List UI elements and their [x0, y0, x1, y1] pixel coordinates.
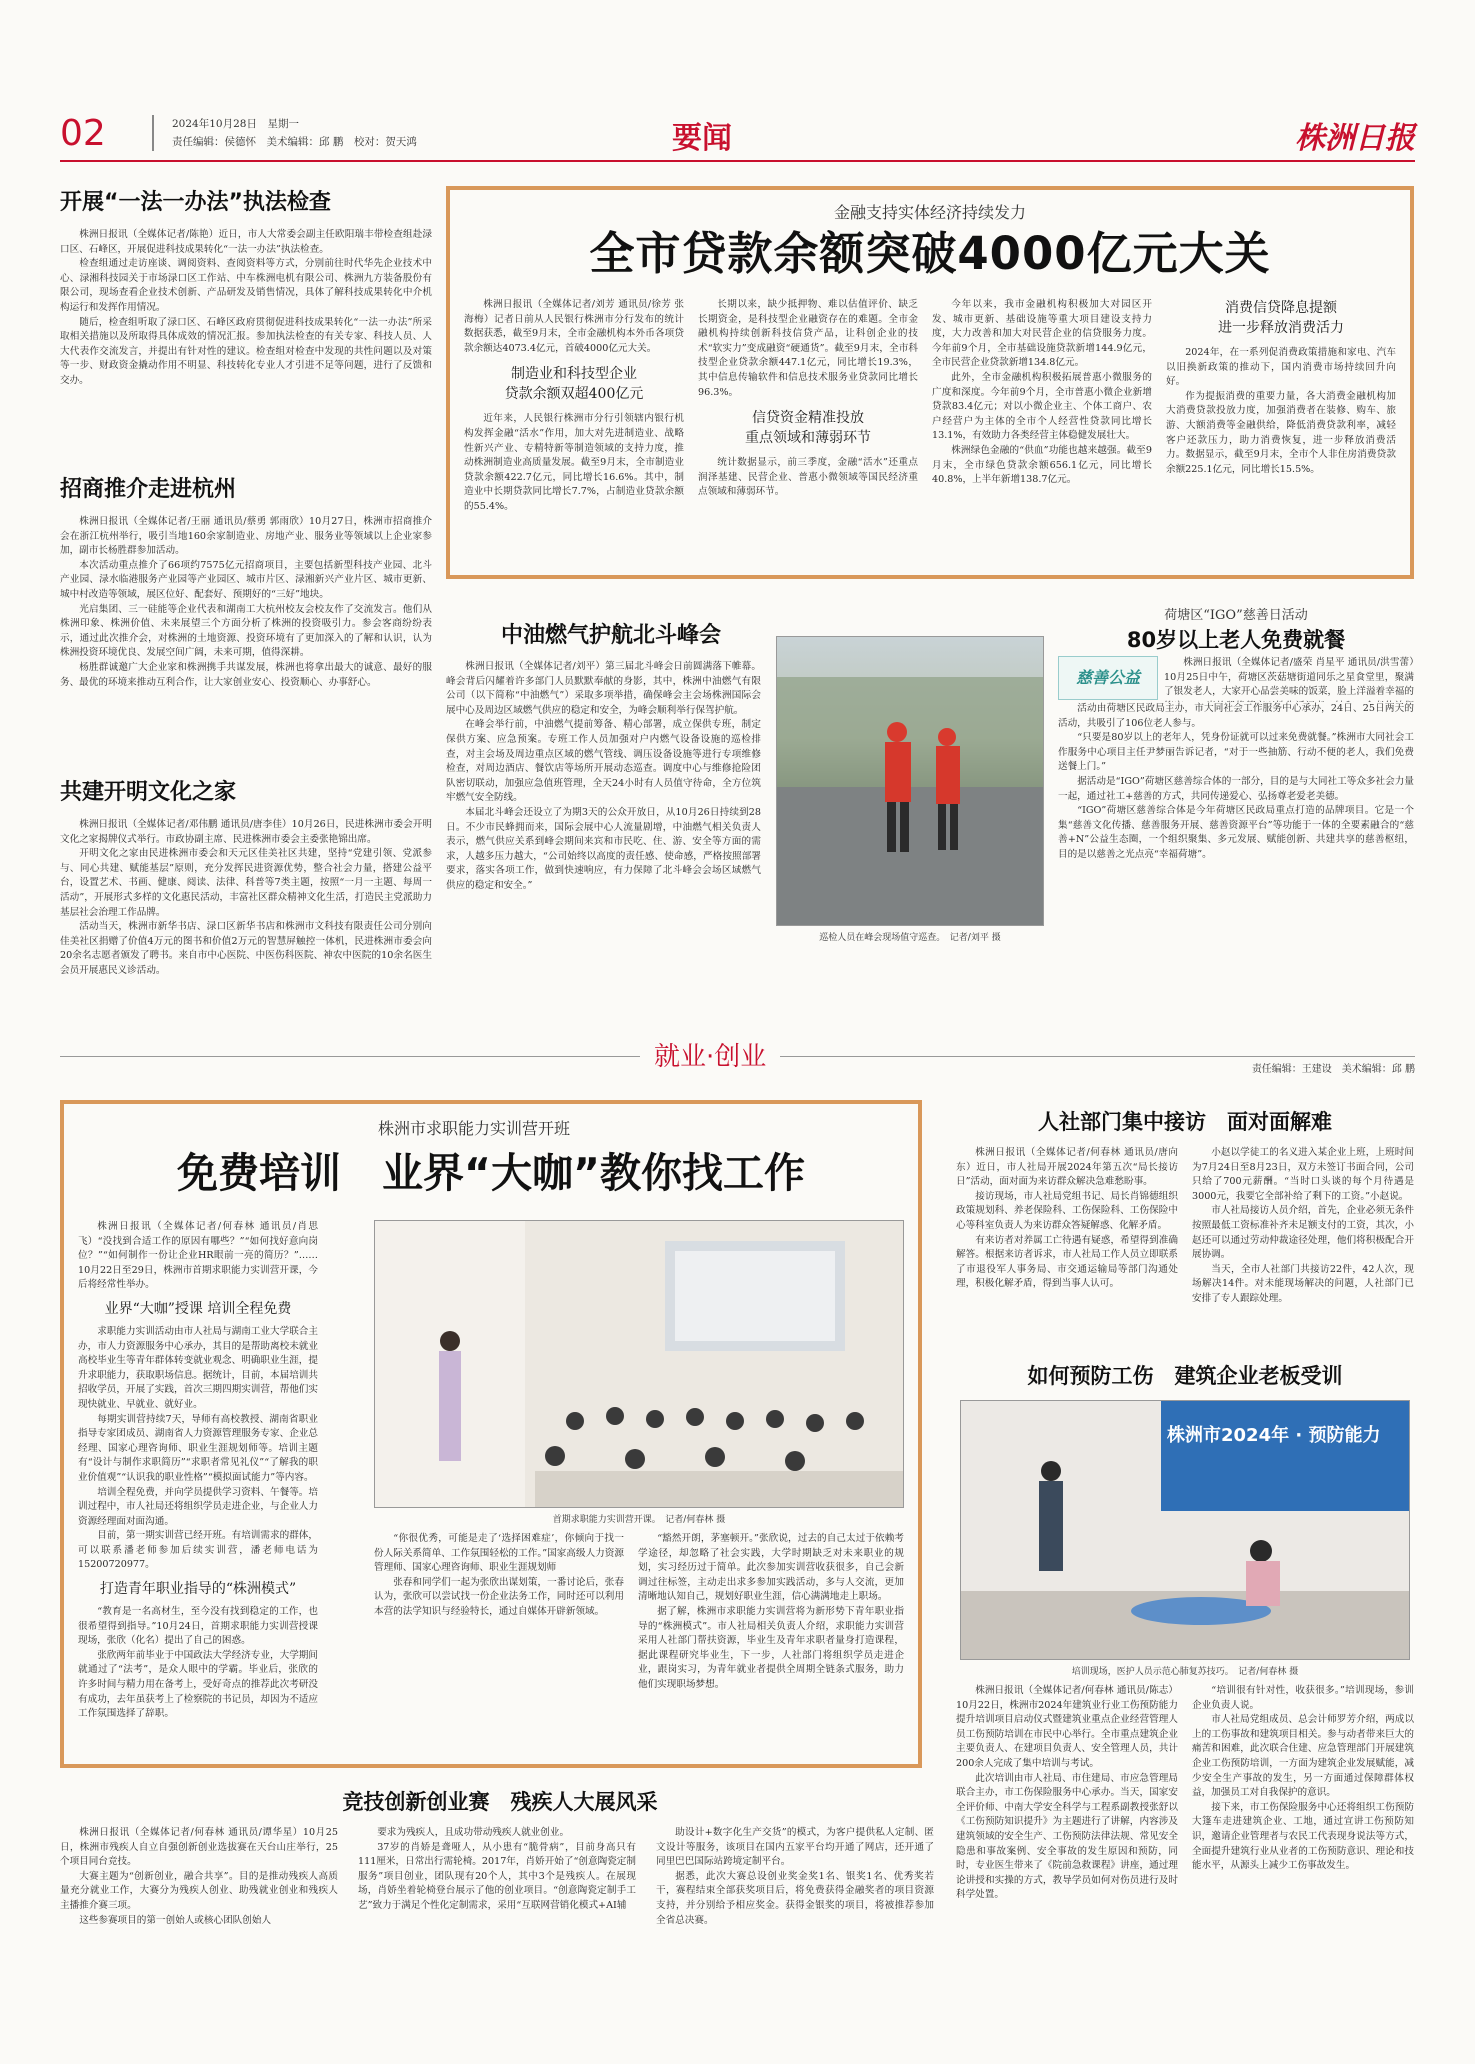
paragraph: 株洲日报讯（全媒体记者/陈艳）近日，市人大常委会副主任欧阳瑞丰带检查组赴渌口区、石峰区，开展促进科技成果转化“一法一办法”执法检查。 [60, 229, 432, 255]
headline: 如何预防工伤 建筑企业老板受训 [1027, 1364, 1343, 1388]
paragraph: 小赵以学徒工的名义进入某企业上班，上班时间为7月24日至8月23日，双方未签订书面合同，公司只给了700元薪酬。“当时口头谈的每个月待遇是3000元，我要它全部补给了剩下的工资。”小赵说。 [1192, 1147, 1414, 1202]
article-culture-home [60, 778, 432, 1076]
paragraph: 作为提振消费的重要力量，各大消费金融机构加大消费贷款投放力度，加强消费者在装修、购车、旅游、大额消费等金融供给，降低消费贷款利率，减轻客户还款压力，助力消费恢复，进一步释放消费活力。数据显示，截至9月末，全市个人非住房消费贷款余额225.1亿元，同比增长15.5%。 [1166, 390, 1396, 475]
paragraph: 接访现场，市人社局党组书记、局长肖锦德组织政策规划科、养老保险科、工伤保险科、工伤保险中心等科室负责人为来访群众答疑解惑、化解矛盾。 [956, 1190, 1178, 1231]
subheading: 业界“大咖”授课 培训全程免费 [104, 1300, 292, 1317]
paragraph: 株洲日报讯（全媒体记者/邓伟鹏 通讯员/唐李佳）10月26日，民进株洲市委会开明文化之家揭牌仪式举行。市政协副主席、民进株洲市委会主委张艳锦出席。 [60, 819, 432, 845]
photo-caption: 培训现场，医护人员示范心肺复苏技巧。 记者/何春林 摄 [1071, 1667, 1299, 1677]
paragraph: 株洲日报讯（全媒体记者/何春林 通讯员/肖思飞）“没找到合适工作的原因有哪些？”“如何找好意向岗位？”“如何制作一份让企业HR眼前一亮的简历？”……10月22日至29日，株洲市首期求职能力实训营开课，今后将经常性举办。 [78, 1221, 318, 1291]
paragraph: 随后，检查组听取了渌口区、石峰区政府贯彻促进科技成果转化“一法一办法”所采取相关措施以及所取得具体成效的情况汇报。参加执法检查的有关专家、科技人员、人大代表作交流发言，并提出有针对性的建议。检查组对检查中发现的共性问题以及对策等一步、财政资金撬动作用不明显、科技转化专业人才引进不足等问题，进行了反馈和交办。 [60, 316, 432, 386]
paragraph: 杨胜群诚邀广大企业家和株洲携手共谋发展，株洲也将拿出最大的诚意、最好的服务、最优的环境来推动互利合作，让大家创业安心、投资顺心、办事舒心。 [60, 661, 432, 688]
subheading: 打造青年职业指导的“株洲模式” [99, 1581, 297, 1598]
lead-headline: 全市贷款余额突破4000亿元大关 [589, 227, 1271, 280]
paragraph: 光启集团、三一硅能等企业代表和湖南工大杭州校友会校友作了交流发言。他们从株洲印象、株洲价值、未来展望三个方面分析了株洲的投资吸引力。参会客商纷纷表示，通过此次推介会，对株洲的土地资源、投资环境有了更加深入的了解和认识，认为株洲投资环境优良、发展空间广阔，未来可期，值得深耕。 [60, 603, 432, 659]
section-title: 就业·创业 [640, 1036, 780, 1073]
editors-line: 责任编辑：王建设 美术编辑：邱 鹏 [1246, 1060, 1415, 1075]
article-investment-hangzhou [60, 475, 432, 805]
paragraph: 开明文化之家由民进株洲市委会和天元区佳美社区共建，坚持“党建引领、党派参与、同心共建、赋能基层”原则，充分发挥民进资源优势，整合社会力量，搭建公益平台，设置艺术、书画、健康、阅读、法律、科普等7类主题，按照“一月一主题、每周一活动”，开展形式多样的文化惠民活动，丰富社区群众精神文化生活，打造民主党派助力基层社会治理工作品牌。 [60, 848, 432, 918]
masthead-logo: 株洲日报 [1295, 121, 1415, 156]
photo-caption: 首期求职能力实训营开课。 记者/何春林 摄 [552, 1515, 726, 1525]
paragraph: “教育是一名高材生，至今没有找到稳定的工作，也很希望得到指导。”10月24日，首期求职能力实训营授课现场，张欣（化名）提出了自己的困惑。 [78, 1606, 318, 1647]
photo-training-class [374, 1220, 904, 1508]
paragraph: 求职能力实训活动由市人社局与湖南工业大学联合主办，市人力资源服务中心承办，其目的是帮助离校未就业高校毕业生等青年群体转变就业观念、明确职业生涯，提升求职能力，获取职场信息。据统计，目前，本届培训共招收学员，开展了实践，首次三期四期实训营，帮他们实现快就业、早就业、就好业。 [78, 1325, 318, 1410]
page-number: 02 [60, 113, 106, 154]
charity-logo: 慈善公益 [1058, 656, 1158, 700]
training-story-box [60, 1100, 922, 1768]
article-disabled-competition [60, 1786, 940, 2056]
paragraph: 当天，全市人社部门共接访22件，42人次，现场解决14件。对未能现场解决的问题，人社部门已安排了专人跟踪处理。 [1192, 1263, 1414, 1304]
section-divider [60, 1036, 1415, 1076]
kicker: 株洲市求职能力实训营开班 [377, 1119, 570, 1138]
paragraph: 2024年，在一系列促消费政策措施和家电、汽车以旧换新政策的推动下，国内消费市场持续回升向好。 [1166, 347, 1396, 388]
paragraph: 株洲日报讯（全媒体记者/盛荣 肖星平 通讯员/洪雪蕾）10月25日中午，荷塘区茨菇塘街道同乐之星食堂里，聚满了银发老人，大家开心品尝美味的饭菜，脸上洋溢着幸福的 [1164, 657, 1414, 698]
section-title: 要闻 [672, 121, 732, 156]
lead-kicker: 金融支持实体经济持续发力 [833, 203, 1026, 222]
paragraph: 检查组通过走访座谈、调阅资料、查阅资料等方式，分别前往时代华先企业技术中心、渌湘科技园关于市场渌口区工作站、中车株洲电机有限公司、株洲九方装备股份有限公司，现场查看企业技术创新、产品研发及销售情况，具体了解科技成果转化中介机构运行和发挥作用情况。 [60, 258, 432, 313]
article-gas-summit [446, 596, 1044, 946]
paragraph: 37岁的肖娇是聋哑人，从小患有“脆骨病”，目前身高只有111厘米，日常出行需轮椅。2017年，肖娇开始了“创意陶瓷定制服务”项目创业，团队现有20个人，其中3个是残疾人。在展现场，肖娇坐着轮椅登台展示了他的创业项目。“创意陶瓷定制手工艺”致力于满足个性化定制需求，采用“互联网营销化模式+AI辅 [358, 1841, 636, 1911]
paragraph: 张春和同学们一起为张欣出谋划策，一番讨论后，张春认为，张欣可以尝试找一份企业法务工作，同时还可以利用本营的法学知识与经验特长，通过自媒体开辟新领域。 [374, 1576, 624, 1617]
article-law-check [60, 188, 432, 450]
headline: 开展“一法一办法”执法检查 [60, 190, 331, 215]
paragraph: 株洲日报讯（全媒体记者/何春林 通讯员/陈志）10月22日，株洲市2024年建筑业行业工伤预防能力提升培训项目启动仪式暨建筑业重点企业经营管理人员工伤预防培训在市民中心举行。全市重点建筑企业主要负责人、在建项目负责人、安全管理人员，共计200余人完成了集中培训与考试。 [956, 1685, 1178, 1769]
headline: 招商推介走进杭州 [60, 477, 237, 502]
paragraph: 有来访者对养属工亡待遇有疑惑，希望得到准确解答。根据来访者诉求，市人社局工作人员立即联系了市退役军人事务局、市交通运输局等部门沟通处理，积极化解矛盾，得到当事人认可。 [956, 1234, 1178, 1290]
headline: 免费培训 业界“大咖”教你找工作 [177, 1149, 805, 1197]
paragraph: 每期实训营持续7天，导师有高校教授、湖南省职业指导专家团成员、湖南省人力资源管理服务专家、企业总经理、国家心理咨询师、职业生涯规划师等。培训主题有“设计与制作求职简历”“求职者常见礼仪”“了解我的职业价值观”“认识我的职业性格”“模拟面试能力”等内容。 [78, 1413, 318, 1483]
paragraph: 株洲日报讯（全媒体记者/刘平）第三届北斗峰会日前圆满落下帷幕。峰会背后闪耀着许多部门人员默默奉献的身影，其中，株洲中油燃气有限公司（以下简称“中油燃气”）采取多项举措，确保峰会主会场株洲国际会展中心及周边区域燃气供应的稳定和安全，为峰会顺利举行保驾护航。 [446, 661, 761, 716]
headline: 中油燃气护航北斗峰会 [500, 623, 721, 648]
paragraph: 据活动是“IGO”荷塘区慈善综合体的一部分，目的是与大同社工等众多社会力量一起，通过社工+慈善的方式，共同传递爱心、弘扬尊老爱老美德。 [1058, 775, 1414, 802]
subheading: 信贷资金精准投放 重点领域和薄弱环节 [745, 410, 871, 447]
paragraph: 据悉，此次大赛总设创业奖金奖1名、银奖1名、优秀奖若干，赛程结束全部获奖项目后，将免费获得金融奖者的项目资源支持，并分别给予相应奖金。获得金银奖的项目，将被推荐参加全省总决赛。 [656, 1870, 934, 1926]
paragraph: 此次培训由市人社局、市住建局、市应急管理局联合主办，市工伤保险服务中心承办。当天，国家安全评价师、中南大学安全科学与工程系副教授张舒以《工伤预防知识提升》为主题进行了讲解，内容涉及建筑领域的安全生产、工伤预防法律法规、常见安全隐患和事故案例、安全事故的发生原因和预防，同时，专业医生带来了《院前急救课程》讲座，通过理论讲授和实操的方式，教导学员如何对伤员进行及时科学处置。 [956, 1772, 1178, 1901]
paragraph: “培训很有针对性，收获很多。”培训现场，参训企业负责人说。 [1192, 1685, 1414, 1711]
paragraph: 今年以来，我市金融机构积极加大对园区开发、城市更新、基础设施等重大项目建设支持力度，大力改善和加大对民营企业的信贷服务力度。今年前9个月，全市基础设施贷款新增144.9亿元，全市民营企业贷款新增134.8亿元。 [932, 299, 1152, 369]
paragraph: 大赛主题为“创新创业，融合共享”。目的是推动残疾人高质量充分就业工作，大赛分为残疾人创业、助残就业创业和残疾人主播推介赛三项。 [60, 1870, 338, 1911]
photo-caption: 巡检人员在峰会现场值守巡查。 记者/刘平 摄 [819, 933, 1001, 943]
paragraph: 据了解，株洲市求职能力实训营将为新形势下青年职业指导的“株洲模式”。市人社局相关负责人介绍，求职能力实训营采用人社部门帮扶资源，毕业生及青年求职者量身打造课程，据此课程研究毕业生，下一步，人社部门将组织学员走进企业，跟岗实习，为青年就业者提供全周期全链条式服务，助力他们实现职场梦想。 [638, 1605, 904, 1690]
paragraph: 市人社局接访人员介绍，首先，企业必须无条件按照最低工资标准补齐未足额支付的工资，其次，小赵还可以通过劳动仲裁途径处理，他们将积极配合开展协调。 [1192, 1205, 1414, 1261]
photo-gas-workers [776, 636, 1044, 926]
paragraph: 市人社局党组成员、总会计师罗芳介绍，两成以上的工伤事故和建筑项目相关。参与动者带来巨大的痛苦和困难，此次联合住建、应急管理部门开展建筑企业工伤预防培训，一方面为建筑企业发展赋能，减少安全生产事故的发生，另一方面通过保障群体权益，加强员工对自我保护的意识。 [1192, 1714, 1414, 1799]
paragraph: 近年来，人民银行株洲市分行引领辖内银行机构发挥金融“活水”作用，加大对先进制造业、战略性新兴产业、专精特新等制造领域的支持力度，推动株洲制造业高质量发展。截至9月末，全市制造业贷款余额422.7亿元，同比增长16.6%。其中，制造业中长期贷款同比增长7.7%，占制造业贷款余额的55.4%。 [464, 413, 684, 512]
article-hr-reception [956, 1100, 1414, 1352]
subheading: 消费信贷降息提额 进一步释放消费活力 [1218, 300, 1344, 336]
paragraph: “你很优秀，可能是走了‘选择困难症’，你倾向于找一份人际关系简单、工作氛围轻松的工作。”国家高级人力资源管理师、国家心理咨询师、职业生涯规划师 [374, 1533, 624, 1574]
paragraph: “IGO”荷塘区慈善综合体是今年荷塘区民政局重点打造的品牌项目。它是一个集“慈善文化传播、慈善服务开展、慈善资源平台”等功能于一体的全要素融合的“慈善+N”公益生态圈，一个组织聚集、多元发展、赋能创新、共建共享的慈善枢纽，目的是以慈善之光点亮“幸福荷塘”。 [1058, 805, 1414, 860]
paragraph: 此外，全市金融机构积极拓展普惠小微服务的广度和深度。今年前9个月，全市普惠小微企业新增贷款83.4亿元；对以小微企业主、个体工商户、农户经营户为主体的全市个人经营性贷款同比增长13.1%，有效助力各类经营主体稳健发展壮大。 [932, 371, 1152, 442]
paragraph: 要求为残疾人，且成功带动残疾人就业创业。 [377, 1827, 570, 1838]
paragraph: 株洲日报讯（全媒体记者/何春林 通讯员/唐向东）近日，市人社局开展2024年第五次“局长接访日”活动，面对面为来访群众解决急难愁盼事。 [956, 1147, 1178, 1188]
editors-line: 责任编辑：侯德怀 美术编辑：邱 鹏 校对：贺天鸿 [172, 136, 417, 148]
headline: 80岁以上老人免费就餐 [1126, 628, 1346, 652]
page-header [60, 113, 1415, 155]
paragraph: 在峰会举行前，中油燃气提前筹备、精心部署，成立保供专班，制定保供方案、应急预案。专班工作人员加强对户内燃气设备设施的巡检排查，对主会场及周边重点区域的燃气管线、调压设备设施等进行专项维修检查，对周边酒店、餐饮店等场所开展动态巡查。调度中心与维修抢险团队密切联动，加强应急值班管理，全天24小时有人员值守待命，全方位筑牢燃气安全防线。 [446, 719, 761, 804]
kicker: 荷塘区“IGO”慈善日活动 [1164, 608, 1308, 623]
subheading: 制造业和科技型企业 贷款余额双超400亿元 [504, 366, 644, 403]
photo-banner-text: 株洲市2024年 · 预防能力 [1167, 1425, 1381, 1446]
header-rule [60, 160, 1415, 162]
article-injury-prevention [956, 1360, 1414, 2060]
headline: 共建开明文化之家 [60, 780, 237, 805]
paragraph: 目前，第一期实训营已经开班。有培训需求的群体，可以联系潘老师参加后续实训营，潘老师电话为15200720977。 [78, 1530, 318, 1571]
paragraph: 本次活动重点推介了66项约7575亿元招商项目，主要包括新型科技产业园、北斗产业园、渌水临港服务产业园等产业园区、城市片区、渌湘新兴产业片区、城市更新、城中村改造等领域，展区位好、配套好、预期好的“三好”地块。 [60, 559, 432, 600]
paragraph: 统计数据显示，前三季度，金融“活水”还重点润泽基建、民营企业、普惠小微领域等国民经济重点领域和薄弱环节。 [698, 457, 918, 498]
issue-date: 2024年10月28日 星期一 [172, 118, 299, 130]
paragraph: 助设计+数字化生产交货”的模式，为客户提供私人定制、匿文设计等服务，该项目在国内五家平台均开通了网店，还开通了同里巴巴国际站跨境定制平台。 [656, 1827, 934, 1868]
headline: 竞技创新创业赛 残疾人大展风采 [342, 1790, 658, 1814]
paragraph: 接下来，市工伤保险服务中心还将组织工伤预防大篷车走进建筑企业、工地，通过宣讲工伤预防知识，邀请企业管理者与农民工代表现身说法等方式，全面提升建筑行业从业者的工伤预防意识、理论和技能水平，从源头上减少工伤事故发生。 [1192, 1801, 1414, 1872]
paragraph: 长期以来，缺少抵押物、难以估值评价、缺乏长期资金，是科技型企业融资存在的难题。全市金融机构持续创新科技信贷产品，让科创企业的技术“软实力”变成融资“硬通货”。截至9月末，全市科技型企业贷款余额447.1亿元，同比增长19.3%，其中信息传输软件和信息技术服务业贷款同比增长96.3%。 [698, 299, 918, 398]
paragraph: 株洲日报讯（全媒体记者/王丽 通讯员/蔡勇 郭雨欣）10月27日，株洲市招商推介会在浙江杭州举行，吸引当地160余家制造业、房地产业、服务业等领域以上企业家参加，副市长杨胜群参加活动。 [60, 516, 432, 557]
paragraph: 这些参赛项目的第一创始人或核心团队创始人 [79, 1914, 272, 1926]
headline: 人社部门集中接访 面对面解难 [1038, 1110, 1332, 1134]
paragraph: 株洲日报讯（全媒体记者/刘芳 通讯员/徐芳 张海梅）记者日前从人民银行株洲市分行发布的统计数据获悉，截至9月末，全市金融机构本外币各项贷款余额达4073.4亿元，首破4000亿元大关。 [464, 299, 684, 354]
paragraph: 活动由荷塘区民政局主办，市大同社会工作服务中心承办，24日、25日两天的活动，共吸引了106位老人参与。 [1058, 703, 1414, 729]
paragraph: “豁然开朗，茅塞顿开。”张欣说，过去的自己太过于依赖考学途径，却忽略了社会实践，大学时期缺乏对未来职业的规划，实习经历过于简单。此次参加实训营收获很多，自己会新调过往标签，主动走出求多参加实践活动，多与人交流，更加清晰地认知自己，规划好职业生涯，信心满满地走上职场。 [638, 1533, 904, 1603]
paragraph: “只要是80岁以上的老年人，凭身份证就可以过来免费就餐。”株洲市大同社会工作服务中心项目主任尹梦丽告诉记者，“对于一些抽筋、行动不便的老人，我们免费送餐上门。” [1058, 732, 1414, 773]
lead-story-box [446, 186, 1414, 579]
photo-cpr-training [960, 1400, 1410, 1660]
paragraph: 株洲绿色金融的“供血”功能也越来越强。截至9月末，全市绿色贷款余额656.1亿元，同比增长40.8%，上半年新增138.7亿元。 [932, 444, 1152, 486]
article-igo-charity [1058, 604, 1414, 944]
paragraph: 张欣两年前毕业于中国政法大学经济专业，大学期间就通过了“法考”，是众人眼中的学霸。毕业后，张欣的许多时间与精力用在备考上，受好奇点的推荐此次考研没有成功，去年虽获考上了检察院的书记员，却因为不适应工作氛围选择了辞职。 [78, 1649, 318, 1720]
paragraph: 本届北斗峰会还设立了为期3天的公众开放日，从10月26日持续到28日。不少市民蜂拥而来，国际会展中心人流量剧增，中油燃气相关负责人表示，燃气供应关系到峰会期间来宾和市民吃、住、游、安全等方面的需求，人越多压力越大，“公司始终以高度的责任感、使命感，严格按照部署要求，落实各项工作，做到快速响应，有力保障了北斗峰会会场区域燃气供应的稳定和安全。” [446, 806, 761, 891]
paragraph: 活动当天，株洲市新华书店、渌口区新华书店和株洲市文科技有限责任公司分别向佳美社区捐赠了价值4万元的图书和价值2万元的智慧屏触控一体机，民进株洲市委会向20余名志愿者颁发了聘书。来自市中心医院、中医伤科医院、神农中医院的10余名医生会员开展惠民义诊活动。 [60, 921, 432, 976]
paragraph: 培训全程免费，并向学员提供学习资料、午餐等。培训过程中，市人社局还将组织学员走进企业，与企业人力资源经理面对面沟通。 [78, 1486, 318, 1527]
paragraph: 株洲日报讯（全媒体记者/何春林 通讯员/谭华星）10月25日，株洲市残疾人自立自强创新创业选拔赛在天台山庄举行，25个项目同台竞技。 [60, 1827, 338, 1868]
